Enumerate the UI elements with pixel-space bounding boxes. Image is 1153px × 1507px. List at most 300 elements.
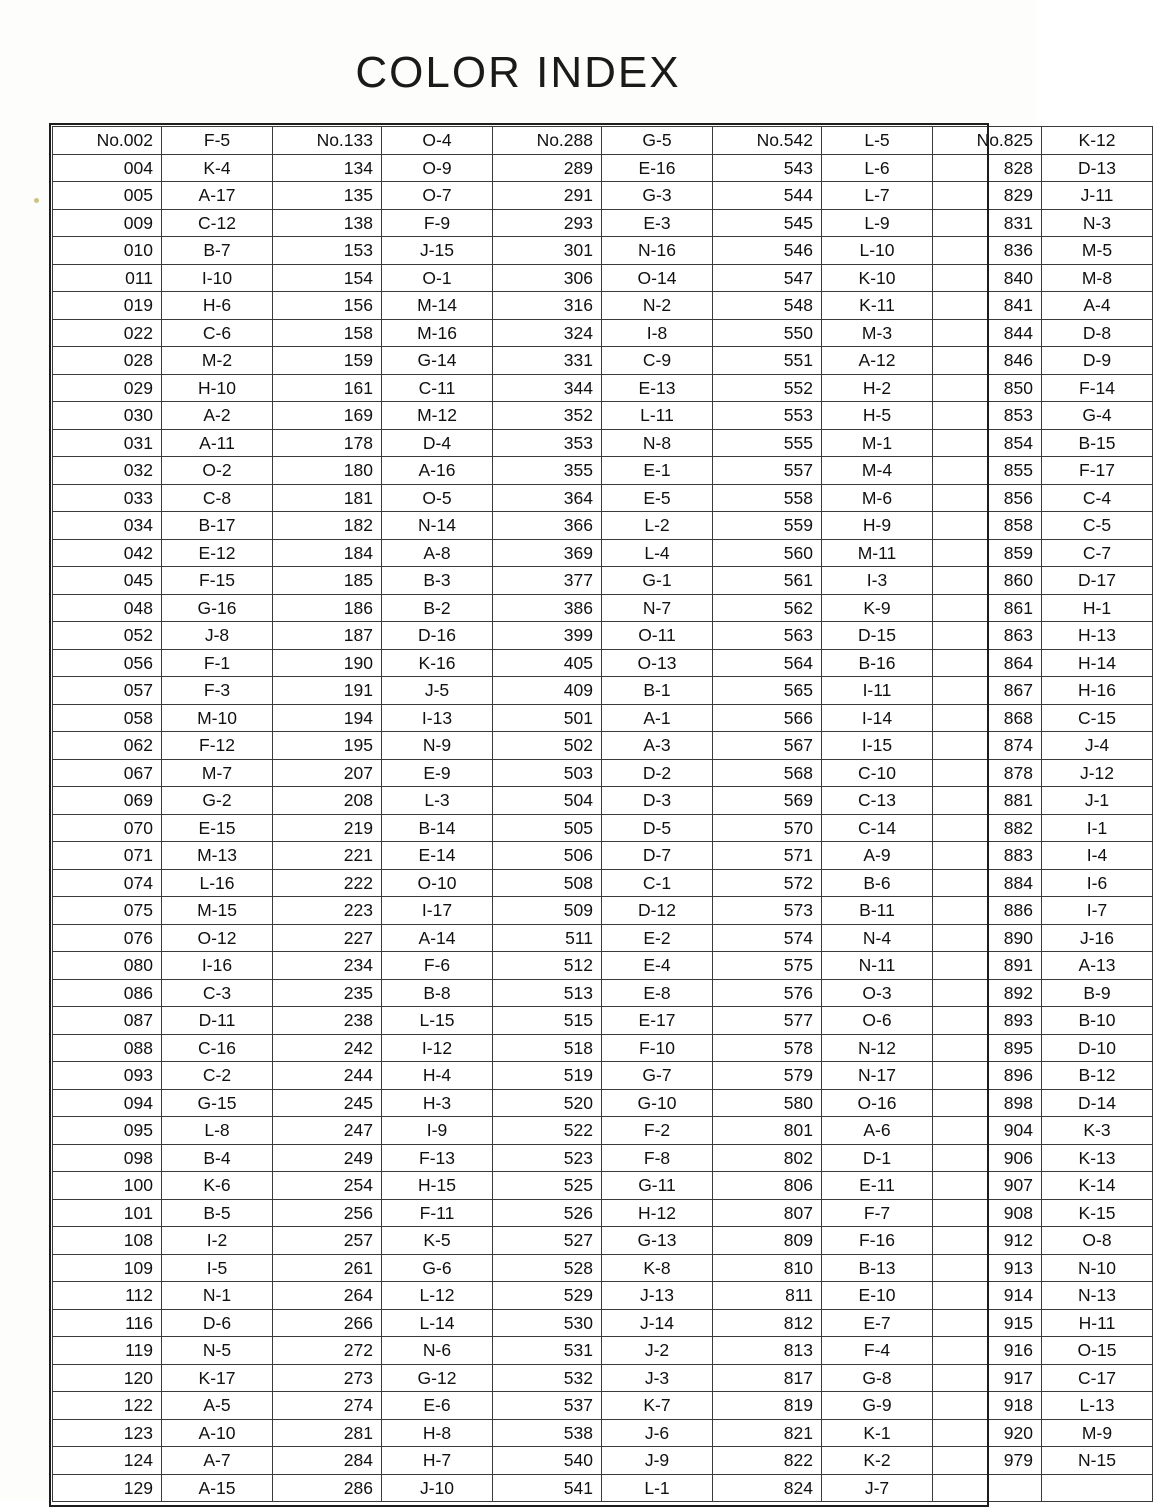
table-cell-code: H-1	[1042, 594, 1153, 622]
table-row	[53, 622, 1153, 650]
table-cell-code: G-14	[382, 347, 493, 375]
table-cell-number: 550	[713, 319, 822, 347]
table-row	[53, 897, 1153, 925]
table-cell-number: 254	[273, 1172, 382, 1200]
table-cell-code: B-16	[822, 649, 933, 677]
table-row	[53, 539, 1153, 567]
table-cell-code: M-11	[822, 539, 933, 567]
table-cell-number: 033	[53, 484, 162, 512]
table-cell-code: C-7	[1042, 539, 1153, 567]
table-cell-code: O-1	[382, 264, 493, 292]
table-cell-code: A-2	[162, 402, 273, 430]
table-cell-code: A-5	[162, 1392, 273, 1420]
table-cell-number: 261	[273, 1254, 382, 1282]
table-cell-code: D-4	[382, 429, 493, 457]
table-cell-number: 124	[53, 1447, 162, 1475]
table-cell-number: 289	[493, 154, 602, 182]
table-cell-code: D-10	[1042, 1034, 1153, 1062]
table-cell-number: 366	[493, 512, 602, 540]
table-cell-code: B-5	[162, 1199, 273, 1227]
table-cell-code: O-16	[822, 1089, 933, 1117]
table-row	[53, 979, 1153, 1007]
table-cell-code: H-15	[382, 1172, 493, 1200]
table-row	[53, 512, 1153, 540]
table-cell-number: 264	[273, 1282, 382, 1310]
table-cell-code: B-15	[1042, 429, 1153, 457]
table-cell-code: K-17	[162, 1364, 273, 1392]
table-cell-code: A-4	[1042, 292, 1153, 320]
table-cell-number: 836	[933, 237, 1042, 265]
table-cell-number: 506	[493, 842, 602, 870]
table-cell-code: I-17	[382, 897, 493, 925]
table-cell-number: 159	[273, 347, 382, 375]
table-cell-code: J-15	[382, 237, 493, 265]
table-cell-number: 867	[933, 677, 1042, 705]
table-cell-number: 578	[713, 1034, 822, 1062]
table-cell-code: H-4	[382, 1062, 493, 1090]
table-cell-number: 208	[273, 787, 382, 815]
table-cell-number: 074	[53, 869, 162, 897]
table-cell-code: G-15	[162, 1089, 273, 1117]
table-cell-code: E-8	[602, 979, 713, 1007]
table-cell-code: N-16	[602, 237, 713, 265]
table-cell-code: C-13	[822, 787, 933, 815]
table-row	[53, 732, 1153, 760]
table-row	[53, 1089, 1153, 1117]
table-cell-number: 907	[933, 1172, 1042, 1200]
table-cell-number: 101	[53, 1199, 162, 1227]
table-cell-code: E-12	[162, 539, 273, 567]
table-cell-code: L-5	[822, 127, 933, 155]
table-cell-code: H-13	[1042, 622, 1153, 650]
table-row	[53, 182, 1153, 210]
table-cell-code: K-16	[382, 649, 493, 677]
table-cell-number: 344	[493, 374, 602, 402]
table-cell-code: O-12	[162, 924, 273, 952]
table-cell-number: 301	[493, 237, 602, 265]
table-cell-number: 513	[493, 979, 602, 1007]
table-row	[53, 649, 1153, 677]
table-cell-number: 238	[273, 1007, 382, 1035]
table-cell-code: M-3	[822, 319, 933, 347]
table-cell-number: 274	[273, 1392, 382, 1420]
table-cell-code: O-3	[822, 979, 933, 1007]
table-row	[53, 1392, 1153, 1420]
table-cell-code: D-13	[1042, 154, 1153, 182]
table-cell-number: 520	[493, 1089, 602, 1117]
table-cell-code: G-4	[1042, 402, 1153, 430]
table-cell-number: 868	[933, 704, 1042, 732]
table-cell-code: L-16	[162, 869, 273, 897]
table-cell-code: H-16	[1042, 677, 1153, 705]
table-cell-number: 917	[933, 1364, 1042, 1392]
table-cell-number: 257	[273, 1227, 382, 1255]
table-cell-code: I-5	[162, 1254, 273, 1282]
table-cell-number: 187	[273, 622, 382, 650]
table-cell-number: 291	[493, 182, 602, 210]
table-cell-code: E-16	[602, 154, 713, 182]
table-row	[53, 1254, 1153, 1282]
table-body	[53, 127, 1153, 1502]
table-cell-code: I-4	[1042, 842, 1153, 870]
table-cell-number: 812	[713, 1309, 822, 1337]
table-cell-number: 546	[713, 237, 822, 265]
table-cell-code: L-6	[822, 154, 933, 182]
table-cell-code: I-12	[382, 1034, 493, 1062]
table-cell-code: N-3	[1042, 209, 1153, 237]
table-cell-number: 154	[273, 264, 382, 292]
table-cell-code: O-15	[1042, 1337, 1153, 1365]
table-cell-code: A-3	[602, 732, 713, 760]
table-cell-number: 553	[713, 402, 822, 430]
table-cell-code: M-12	[382, 402, 493, 430]
table-cell-code: G-6	[382, 1254, 493, 1282]
table-row	[53, 1062, 1153, 1090]
table-cell-number: 080	[53, 952, 162, 980]
table-row	[53, 1474, 1153, 1502]
table-cell-number: 555	[713, 429, 822, 457]
table-cell-code: I-1	[1042, 814, 1153, 842]
table-cell-number: 821	[713, 1419, 822, 1447]
table-cell-number: 067	[53, 759, 162, 787]
table-cell-code: N-7	[602, 594, 713, 622]
table-cell-code: I-8	[602, 319, 713, 347]
table-cell-code: J-7	[822, 1474, 933, 1502]
table-cell-code: M-2	[162, 347, 273, 375]
table-cell-number: 076	[53, 924, 162, 952]
table-cell-code: H-2	[822, 374, 933, 402]
table-cell-code: M-5	[1042, 237, 1153, 265]
table-cell-code: I-10	[162, 264, 273, 292]
table-cell-number: 515	[493, 1007, 602, 1035]
table-cell-number: 266	[273, 1309, 382, 1337]
table-cell-number: 891	[933, 952, 1042, 980]
table-cell-code: O-6	[822, 1007, 933, 1035]
table-cell-code: A-6	[822, 1117, 933, 1145]
table-cell-number: 069	[53, 787, 162, 815]
table-row	[53, 1117, 1153, 1145]
table-cell-code: D-2	[602, 759, 713, 787]
table-cell-number: 572	[713, 869, 822, 897]
table-cell-code: L-3	[382, 787, 493, 815]
table-cell-code: D-1	[822, 1144, 933, 1172]
table-row	[53, 154, 1153, 182]
table-cell-number: 915	[933, 1309, 1042, 1337]
table-cell-number: 571	[713, 842, 822, 870]
table-cell-number: 088	[53, 1034, 162, 1062]
table-cell-number: 098	[53, 1144, 162, 1172]
table-cell-number: 530	[493, 1309, 602, 1337]
table-cell-number: 221	[273, 842, 382, 870]
table-cell-number: 235	[273, 979, 382, 1007]
table-cell-code: M-8	[1042, 264, 1153, 292]
table-cell-code: D-14	[1042, 1089, 1153, 1117]
table-cell-code: A-13	[1042, 952, 1153, 980]
table-cell-number: 561	[713, 567, 822, 595]
table-cell-number: 195	[273, 732, 382, 760]
table-cell-number: 306	[493, 264, 602, 292]
table-cell-code: L-2	[602, 512, 713, 540]
table-cell-number: 505	[493, 814, 602, 842]
table-cell-number: 562	[713, 594, 822, 622]
page-title: COLOR INDEX	[355, 48, 681, 97]
table-cell-number: 570	[713, 814, 822, 842]
table-cell-code: M-13	[162, 842, 273, 870]
table-cell-code: I-13	[382, 704, 493, 732]
table-cell-code: O-11	[602, 622, 713, 650]
table-cell-number: 244	[273, 1062, 382, 1090]
table-cell-number: 874	[933, 732, 1042, 760]
table-cell-number: 273	[273, 1364, 382, 1392]
table-cell-code: A-11	[162, 429, 273, 457]
table-cell-code: C-14	[822, 814, 933, 842]
table-row	[53, 1337, 1153, 1365]
table-cell-number: 522	[493, 1117, 602, 1145]
table-cell-code: J-11	[1042, 182, 1153, 210]
table-cell-number: 022	[53, 319, 162, 347]
table-cell-code: E-5	[602, 484, 713, 512]
table-cell-number: 120	[53, 1364, 162, 1392]
table-cell-number: 809	[713, 1227, 822, 1255]
table-row	[53, 1227, 1153, 1255]
table-cell-code: H-10	[162, 374, 273, 402]
table-cell-number: 526	[493, 1199, 602, 1227]
table-cell-code: O-10	[382, 869, 493, 897]
table-cell-number: 503	[493, 759, 602, 787]
table-cell-code: B-6	[822, 869, 933, 897]
table-cell-code: N-10	[1042, 1254, 1153, 1282]
table-cell-number: 272	[273, 1337, 382, 1365]
table-cell-number: 918	[933, 1392, 1042, 1420]
table-cell-code: L-8	[162, 1117, 273, 1145]
table-cell-code: M-7	[162, 759, 273, 787]
table-cell-code: F-5	[162, 127, 273, 155]
table-row	[53, 952, 1153, 980]
table-cell-number: 881	[933, 787, 1042, 815]
table-cell-number: 537	[493, 1392, 602, 1420]
table-cell-code: G-1	[602, 567, 713, 595]
table-cell-code: D-5	[602, 814, 713, 842]
table-cell-code: I-7	[1042, 897, 1153, 925]
table-cell-code: J-3	[602, 1364, 713, 1392]
table-cell-code: F-16	[822, 1227, 933, 1255]
table-cell-code: F-3	[162, 677, 273, 705]
table-cell-empty	[1042, 1474, 1153, 1502]
table-cell-number: 029	[53, 374, 162, 402]
table-cell-code: I-9	[382, 1117, 493, 1145]
table-cell-number: 846	[933, 347, 1042, 375]
table-row	[53, 429, 1153, 457]
table-cell-number: 123	[53, 1419, 162, 1447]
table-cell-code: K-8	[602, 1254, 713, 1282]
table-cell-code: G-7	[602, 1062, 713, 1090]
table-cell-code: J-16	[1042, 924, 1153, 952]
pencil-mark	[34, 198, 39, 203]
table-cell-number: 504	[493, 787, 602, 815]
table-cell-number: 245	[273, 1089, 382, 1117]
table-row	[53, 209, 1153, 237]
table-cell-number: 138	[273, 209, 382, 237]
table-cell-number: 011	[53, 264, 162, 292]
table-cell-number: 544	[713, 182, 822, 210]
table-cell-number: 532	[493, 1364, 602, 1392]
table-cell-code: K-10	[822, 264, 933, 292]
table-cell-code: L-7	[822, 182, 933, 210]
table-cell-code: I-14	[822, 704, 933, 732]
table-cell-code: H-14	[1042, 649, 1153, 677]
table-cell-number: 863	[933, 622, 1042, 650]
table-cell-code: A-8	[382, 539, 493, 567]
table-cell-code: I-6	[1042, 869, 1153, 897]
table-cell-number: 108	[53, 1227, 162, 1255]
table-cell-number: 882	[933, 814, 1042, 842]
table-cell-number: 281	[273, 1419, 382, 1447]
table-cell-code: A-9	[822, 842, 933, 870]
table-cell-number: 890	[933, 924, 1042, 952]
table-cell-number: 399	[493, 622, 602, 650]
table-cell-code: N-6	[382, 1337, 493, 1365]
table-cell-number: 831	[933, 209, 1042, 237]
table-cell-number: 156	[273, 292, 382, 320]
table-cell-code: N-17	[822, 1062, 933, 1090]
table-cell-number: 052	[53, 622, 162, 650]
table-row	[53, 1447, 1153, 1475]
table-cell-number: 511	[493, 924, 602, 952]
table-row	[53, 264, 1153, 292]
table-cell-number: No.825	[933, 127, 1042, 155]
table-cell-code: H-5	[822, 402, 933, 430]
table-cell-number: 564	[713, 649, 822, 677]
table-cell-number: 019	[53, 292, 162, 320]
table-cell-code: E-9	[382, 759, 493, 787]
table-cell-code: G-8	[822, 1364, 933, 1392]
table-cell-number: 219	[273, 814, 382, 842]
table-cell-number: 864	[933, 649, 1042, 677]
table-cell-number: 508	[493, 869, 602, 897]
table-cell-number: 861	[933, 594, 1042, 622]
table-row	[53, 814, 1153, 842]
table-cell-code: I-11	[822, 677, 933, 705]
table-cell-code: M-6	[822, 484, 933, 512]
table-cell-number: 353	[493, 429, 602, 457]
table-cell-number: 256	[273, 1199, 382, 1227]
table-cell-code: K-1	[822, 1419, 933, 1447]
table-cell-number: 094	[53, 1089, 162, 1117]
table-cell-number: 095	[53, 1117, 162, 1145]
table-cell-code: K-5	[382, 1227, 493, 1255]
table-cell-code: D-16	[382, 622, 493, 650]
table-cell-code: B-10	[1042, 1007, 1153, 1035]
table-cell-code: D-8	[1042, 319, 1153, 347]
color-index-table	[52, 126, 1153, 1502]
table-row	[53, 1199, 1153, 1227]
table-cell-code: J-10	[382, 1474, 493, 1502]
table-cell-number: 071	[53, 842, 162, 870]
table-cell-code: O-7	[382, 182, 493, 210]
table-cell-number: 075	[53, 897, 162, 925]
table-cell-number: 567	[713, 732, 822, 760]
table-cell-number: 824	[713, 1474, 822, 1502]
table-cell-number: 122	[53, 1392, 162, 1420]
table-cell-code: O-2	[162, 457, 273, 485]
table-cell-number: 841	[933, 292, 1042, 320]
table-cell-number: 828	[933, 154, 1042, 182]
table-row	[53, 402, 1153, 430]
table-cell-code: L-11	[602, 402, 713, 430]
table-cell-code: L-13	[1042, 1392, 1153, 1420]
table-cell-code: A-10	[162, 1419, 273, 1447]
table-cell-code: E-4	[602, 952, 713, 980]
table-cell-number: 856	[933, 484, 1042, 512]
table-cell-number: 525	[493, 1172, 602, 1200]
table-row	[53, 347, 1153, 375]
color-index-table-wrapper	[52, 126, 1117, 1502]
table-cell-code: C-10	[822, 759, 933, 787]
table-cell-number: 070	[53, 814, 162, 842]
table-cell-number: 182	[273, 512, 382, 540]
table-cell-number: 352	[493, 402, 602, 430]
table-cell-number: 181	[273, 484, 382, 512]
table-cell-number: 109	[53, 1254, 162, 1282]
table-cell-number: 134	[273, 154, 382, 182]
table-cell-code: A-17	[162, 182, 273, 210]
table-cell-code: I-2	[162, 1227, 273, 1255]
table-cell-number: 569	[713, 787, 822, 815]
table-cell-number: 898	[933, 1089, 1042, 1117]
table-cell-number: No.133	[273, 127, 382, 155]
table-cell-code: A-12	[822, 347, 933, 375]
table-cell-number: 034	[53, 512, 162, 540]
table-cell-number: 293	[493, 209, 602, 237]
table-cell-code: E-1	[602, 457, 713, 485]
table-cell-code: L-4	[602, 539, 713, 567]
table-cell-number: 242	[273, 1034, 382, 1062]
table-cell-code: D-12	[602, 897, 713, 925]
table-cell-code: C-4	[1042, 484, 1153, 512]
table-cell-number: 558	[713, 484, 822, 512]
table-cell-code: N-4	[822, 924, 933, 952]
table-cell-number: 153	[273, 237, 382, 265]
table-cell-number: 030	[53, 402, 162, 430]
table-cell-code: C-15	[1042, 704, 1153, 732]
table-row	[53, 567, 1153, 595]
table-row	[53, 319, 1153, 347]
table-cell-code: G-16	[162, 594, 273, 622]
table-cell-number: 579	[713, 1062, 822, 1090]
table-cell-code: G-13	[602, 1227, 713, 1255]
table-cell-code: B-2	[382, 594, 493, 622]
table-cell-code: N-9	[382, 732, 493, 760]
table-cell-number: 112	[53, 1282, 162, 1310]
table-cell-code: B-13	[822, 1254, 933, 1282]
table-cell-code: A-14	[382, 924, 493, 952]
table-cell-number: 811	[713, 1282, 822, 1310]
table-cell-code: C-6	[162, 319, 273, 347]
table-cell-number: 574	[713, 924, 822, 952]
table-cell-code: C-8	[162, 484, 273, 512]
table-row	[53, 842, 1153, 870]
table-cell-number: 316	[493, 292, 602, 320]
table-cell-code: J-1	[1042, 787, 1153, 815]
table-cell-number: 810	[713, 1254, 822, 1282]
table-cell-number: 844	[933, 319, 1042, 347]
table-cell-code: H-11	[1042, 1309, 1153, 1337]
table-cell-code: A-15	[162, 1474, 273, 1502]
table-cell-code: M-1	[822, 429, 933, 457]
table-cell-code: J-12	[1042, 759, 1153, 787]
table-cell-code: J-6	[602, 1419, 713, 1447]
table-cell-number: 913	[933, 1254, 1042, 1282]
